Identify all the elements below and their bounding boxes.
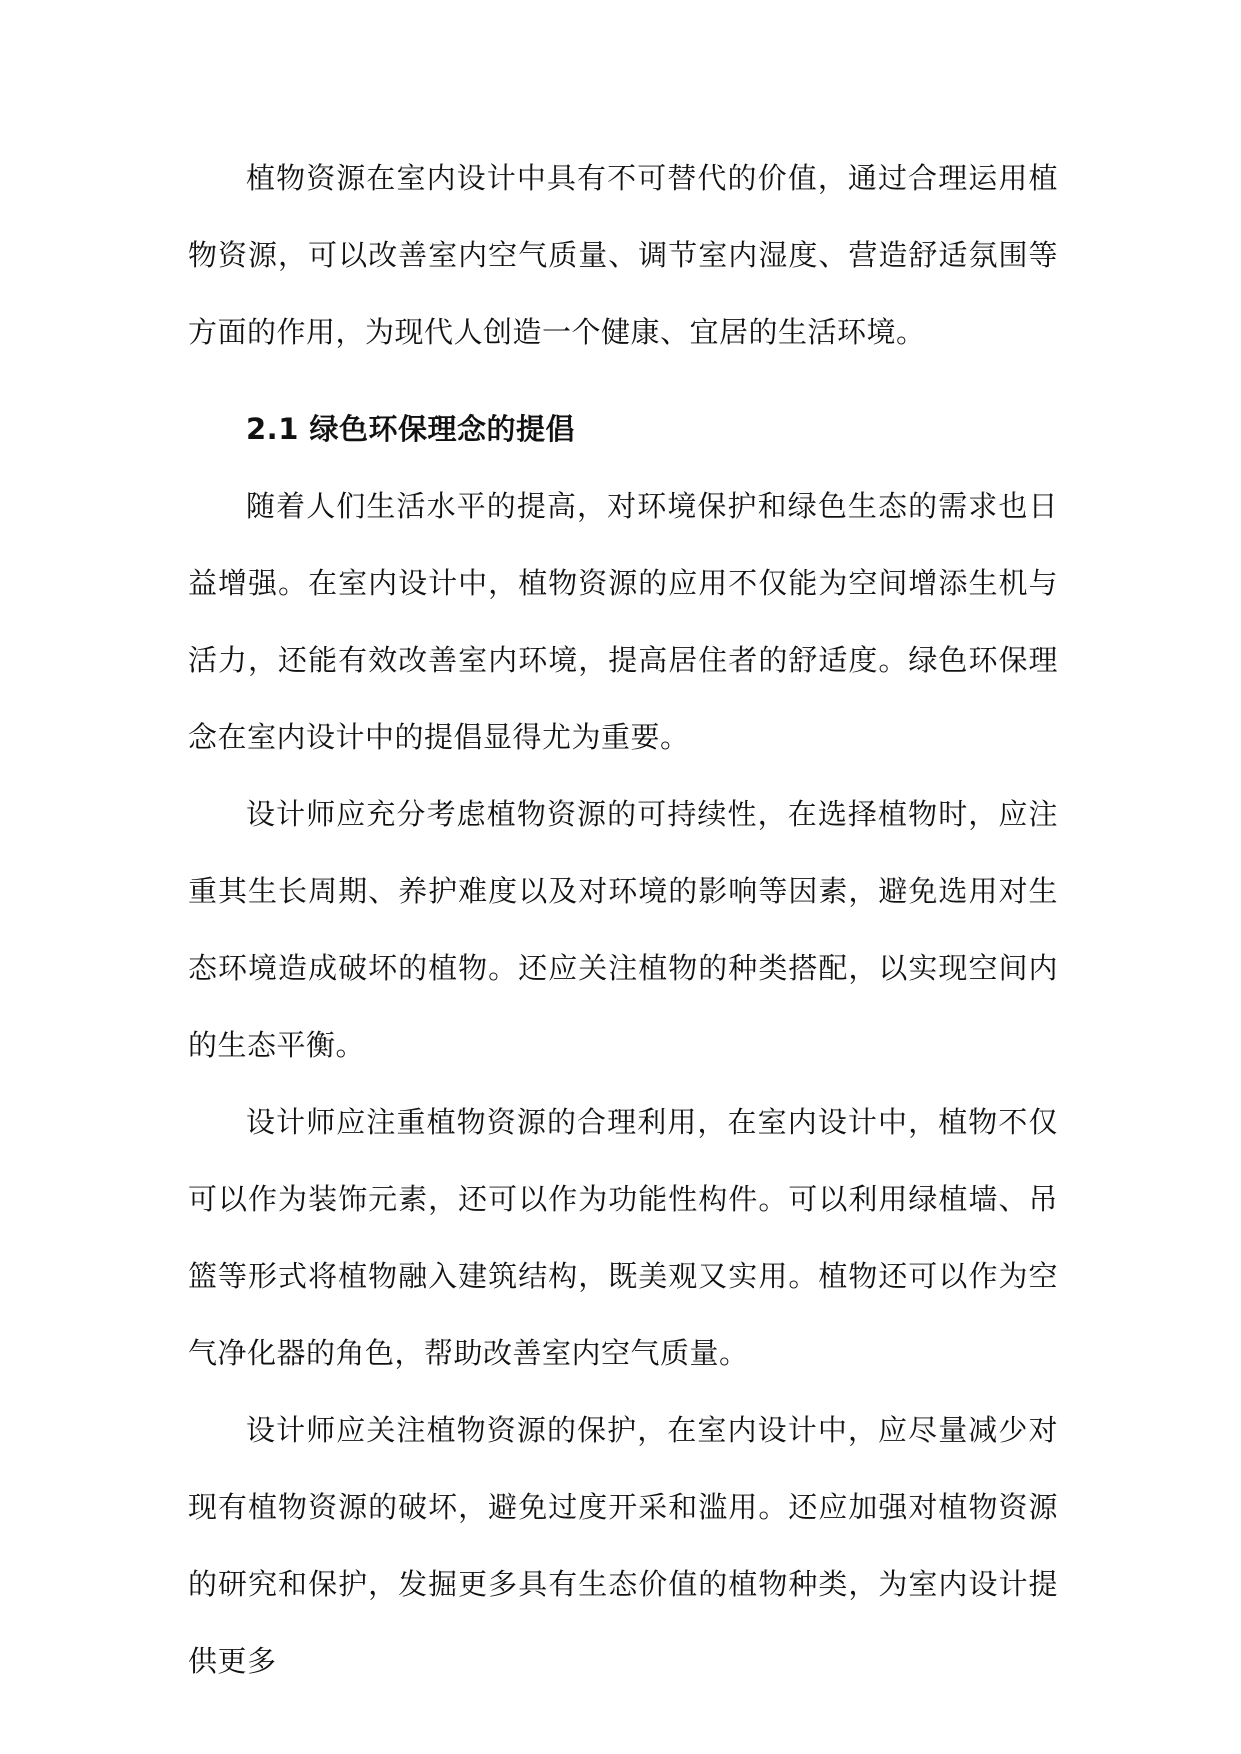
document-page	[188, 140, 1058, 1700]
paragraph-2: 设计师应充分考虑植物资源的可持续性，在选择植物时，应注重其生长周期、养护难度以及对环境的影响等因素，避免选用对生态环境造成破坏的植物。还应关注植物的种类搭配，以实现空间内的生态平衡。	[188, 797, 1058, 1062]
section-heading: 2.1 绿色环保理念的提倡	[246, 412, 575, 446]
paragraph-4: 设计师应关注植物资源的保护，在室内设计中，应尽量减少对现有植物资源的破坏，避免过度开采和滥用。还应加强对植物资源的研究和保护，发掘更多具有生态价值的植物种类，为室内设计提供更多	[188, 1413, 1058, 1678]
paragraph-1: 随着人们生活水平的提高，对环境保护和绿色生态的需求也日益增强。在室内设计中，植物资源的应用不仅能为空间增添生机与活力，还能有效改善室内环境，提高居住者的舒适度。绿色环保理念在室内设计中的提倡显得尤为重要。	[188, 489, 1058, 754]
paragraph-intro: 植物资源在室内设计中具有不可替代的价值，通过合理运用植物资源，可以改善室内空气质量、调节室内湿度、营造舒适氛围等方面的作用，为现代人创造一个健康、宜居的生活环境。	[188, 161, 1058, 349]
paragraph-3: 设计师应注重植物资源的合理利用，在室内设计中，植物不仅可以作为装饰元素，还可以作为功能性构件。可以利用绿植墙、吊篮等形式将植物融入建筑结构，既美观又实用。植物还可以作为空气净化器的角色，帮助改善室内空气质量。	[188, 1105, 1058, 1370]
